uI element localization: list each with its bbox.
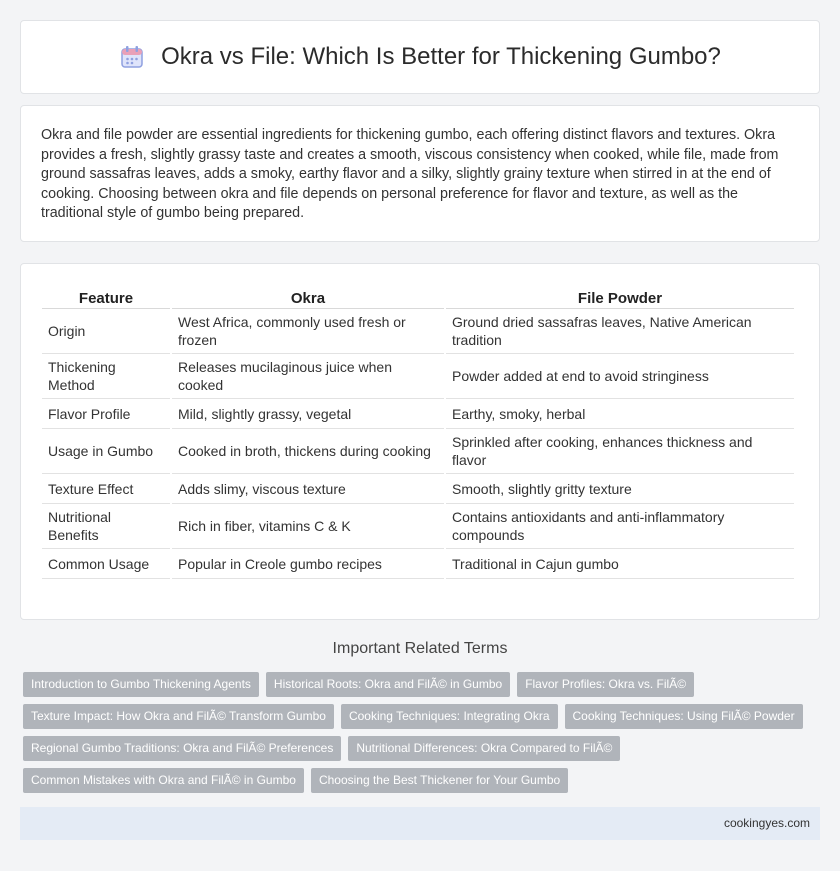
page-title-text: Okra vs File: Which Is Better for Thickening Gumbo? <box>161 43 721 70</box>
intro-card <box>20 105 820 242</box>
cell-file: Sprinkled after cooking, enhances thickness and flavor <box>446 429 794 474</box>
cell-feature: Texture Effect <box>42 474 170 504</box>
cell-okra: Cooked in broth, thickens during cooking <box>172 429 444 474</box>
header-feature: Feature <box>42 282 170 309</box>
header-file: File Powder <box>446 282 794 309</box>
related-tags <box>23 672 823 793</box>
intro-text: Okra and file powder are essential ingredients for thickening gumbo, each offering distinct flavors and textures. Okra provides a fresh, slightly grassy taste and creates a smooth, viscous consistency when cooked, while file, made from ground sassafras leaves, adds a smoky, earthy flavor and a silky, slightly grainy texture when stirred in at the end of cooking. Choosing between okra and file depends on personal preference for flavor and texture, as well as the traditional style of gumbo being prepared. <box>41 127 779 222</box>
cell-feature: Nutritional Benefits <box>42 504 170 549</box>
related-tag[interactable]: Introduction to Gumbo Thickening Agents <box>23 672 259 697</box>
cell-feature: Flavor Profile <box>42 399 170 429</box>
title-card <box>20 20 820 94</box>
table-row <box>42 474 794 504</box>
related-tag[interactable]: Cooking Techniques: Integrating Okra <box>341 704 558 729</box>
table-row <box>42 399 794 429</box>
related-tag[interactable]: Choosing the Best Thickener for Your Gumbo <box>311 768 568 793</box>
cell-feature: Usage in Gumbo <box>42 429 170 474</box>
cell-okra: Popular in Creole gumbo recipes <box>172 549 444 579</box>
header-okra: Okra <box>172 282 444 309</box>
cell-file: Earthy, smoky, herbal <box>446 399 794 429</box>
cell-file: Traditional in Cajun gumbo <box>446 549 794 579</box>
footer-site-link[interactable]: cookingyes.com <box>723 816 810 830</box>
table-row <box>42 429 794 474</box>
table-row <box>42 504 794 549</box>
related-tag[interactable]: Regional Gumbo Traditions: Okra and FilÃ© Preferences <box>23 736 341 761</box>
related-tag[interactable]: Nutritional Differences: Okra Compared to FilÃ© <box>348 736 620 761</box>
related-terms-title: Important Related Terms <box>332 640 508 657</box>
cell-file: Smooth, slightly gritty texture <box>446 474 794 504</box>
page-title <box>119 43 721 71</box>
comparison-card <box>20 263 820 620</box>
table-row <box>42 354 794 399</box>
cell-okra: Mild, slightly grassy, vegetal <box>172 399 444 429</box>
cell-file: Contains antioxidants and anti-inflammatory compounds <box>446 504 794 549</box>
calendar-icon <box>119 44 145 70</box>
table-row <box>42 309 794 354</box>
table-row <box>42 549 794 579</box>
cell-okra: West Africa, commonly used fresh or frozen <box>172 309 444 354</box>
comparison-table <box>40 282 796 579</box>
cell-okra: Releases mucilaginous juice when cooked <box>172 354 444 399</box>
cell-feature: Thickening Method <box>42 354 170 399</box>
related-tag[interactable]: Flavor Profiles: Okra vs. FilÃ© <box>517 672 694 697</box>
cell-file: Ground dried sassafras leaves, Native American tradition <box>446 309 794 354</box>
cell-file: Powder added at end to avoid stringiness <box>446 354 794 399</box>
table-header-row <box>42 282 794 309</box>
related-tag[interactable]: Cooking Techniques: Using FilÃ© Powder <box>565 704 803 729</box>
cell-feature: Common Usage <box>42 549 170 579</box>
cell-okra: Adds slimy, viscous texture <box>172 474 444 504</box>
cell-okra: Rich in fiber, vitamins C & K <box>172 504 444 549</box>
footer <box>20 807 820 840</box>
related-tag[interactable]: Texture Impact: How Okra and FilÃ© Transform Gumbo <box>23 704 334 729</box>
related-tag[interactable]: Common Mistakes with Okra and FilÃ© in Gumbo <box>23 768 304 793</box>
cell-feature: Origin <box>42 309 170 354</box>
related-tag[interactable]: Historical Roots: Okra and FilÃ© in Gumbo <box>266 672 510 697</box>
